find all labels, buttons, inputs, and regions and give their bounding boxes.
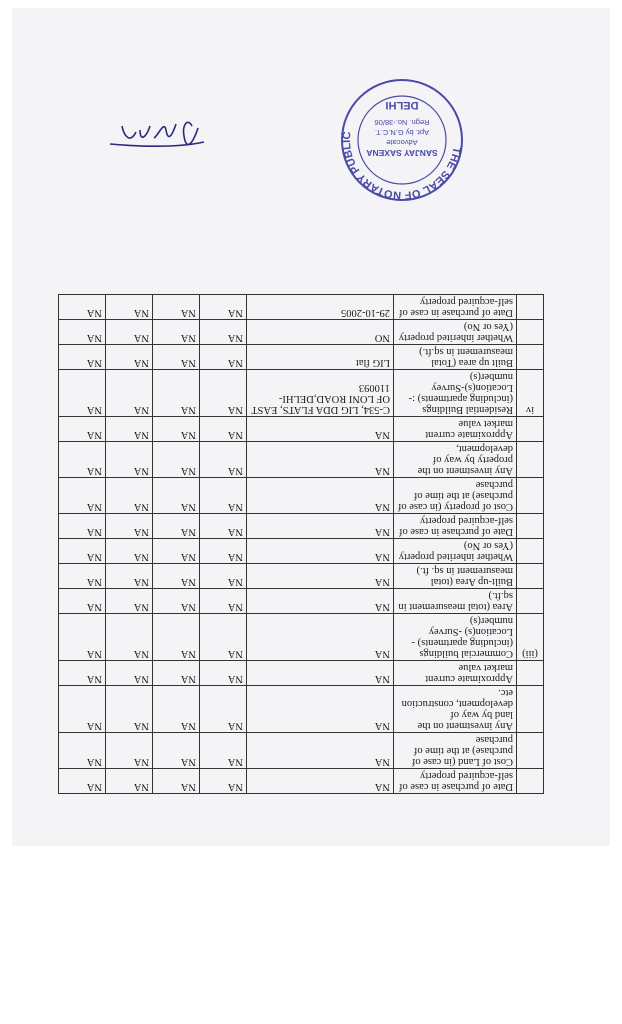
value-cell: NA	[200, 370, 247, 417]
value-cell: NA	[106, 370, 153, 417]
value-cell: NA	[106, 769, 153, 794]
section-number	[517, 769, 544, 794]
value-cell: 29-10-2005	[247, 295, 394, 320]
table-row	[59, 686, 544, 733]
row-label: Residential Buildings (including apartments) :- Location(s)-Survey number(s)	[394, 370, 517, 417]
row-label: Area (total measurement in sq.ft.)	[394, 589, 517, 614]
table-row	[59, 478, 544, 514]
value-cell: NA	[200, 417, 247, 442]
value-cell: NA	[106, 442, 153, 478]
value-cell: NA	[200, 614, 247, 661]
row-label: Cost of Land (in case of purchase) at the time of purchase	[394, 733, 517, 769]
value-cell: NA	[247, 442, 394, 478]
seal-text: THE SEAL OF NOTARY PUBLIC	[340, 131, 463, 202]
value-cell: NA	[59, 564, 106, 589]
table-row	[59, 614, 544, 661]
value-cell: NA	[106, 614, 153, 661]
value-cell: NA	[153, 589, 200, 614]
section-number: (iii)	[517, 614, 544, 661]
row-label: Whether inherited property (Yes or No)	[394, 320, 517, 345]
value-cell: NA	[200, 589, 247, 614]
section-number: iv	[517, 370, 544, 417]
seal-text: Advocate	[386, 138, 418, 147]
table-row	[59, 417, 544, 442]
value-cell: NA	[247, 564, 394, 589]
value-cell: NA	[153, 295, 200, 320]
signature	[106, 106, 206, 156]
value-cell: NA	[59, 442, 106, 478]
value-cell: NA	[106, 417, 153, 442]
seal-text: DELHI	[385, 99, 419, 111]
row-label: Cost of property (in case of purchase) at the time of purchase	[394, 478, 517, 514]
section-number	[517, 417, 544, 442]
table-row	[59, 295, 544, 320]
table-row	[59, 539, 544, 564]
notary-seal	[340, 78, 464, 202]
value-cell: NA	[200, 539, 247, 564]
seal-text: Apt. by G.N.C.T.	[374, 128, 430, 137]
value-cell: NA	[59, 733, 106, 769]
value-cell: NA	[247, 589, 394, 614]
value-cell: NA	[106, 661, 153, 686]
section-number	[517, 733, 544, 769]
value-cell: NA	[59, 539, 106, 564]
table-row	[59, 733, 544, 769]
table-row	[59, 442, 544, 478]
row-label: Approximate current market value	[394, 661, 517, 686]
value-cell: LIG flat	[247, 345, 394, 370]
row-label: Date of purchase in case of self-acquired property	[394, 514, 517, 539]
value-cell: NA	[153, 564, 200, 589]
value-cell: NA	[200, 320, 247, 345]
value-cell: NA	[247, 733, 394, 769]
row-label: Built up area (Total measurement in sq.ft.)	[394, 345, 517, 370]
value-cell: NA	[153, 614, 200, 661]
value-cell: NA	[153, 442, 200, 478]
value-cell: NA	[59, 478, 106, 514]
value-cell: NA	[106, 733, 153, 769]
table-row	[59, 589, 544, 614]
value-cell: NA	[153, 370, 200, 417]
row-label: Date of purchase in case of self-acquired property	[394, 769, 517, 794]
value-cell: NA	[247, 539, 394, 564]
section-number	[517, 661, 544, 686]
value-cell: NA	[200, 295, 247, 320]
section-number	[517, 686, 544, 733]
value-cell: NA	[200, 733, 247, 769]
value-cell: NA	[200, 514, 247, 539]
row-label: Date of purchase in case of self-acquired property	[394, 295, 517, 320]
row-label: Commercial buildings (including apartments) -Location(s) -Survey number(s)	[394, 614, 517, 661]
value-cell: NA	[153, 539, 200, 564]
value-cell: NA	[106, 320, 153, 345]
value-cell: NA	[59, 769, 106, 794]
value-cell: NA	[59, 661, 106, 686]
table-row	[59, 320, 544, 345]
value-cell: NA	[200, 769, 247, 794]
section-number	[517, 539, 544, 564]
value-cell: NA	[106, 686, 153, 733]
value-cell: NA	[200, 442, 247, 478]
section-number	[517, 320, 544, 345]
value-cell: NA	[153, 514, 200, 539]
value-cell: NA	[59, 295, 106, 320]
value-cell: NA	[106, 345, 153, 370]
value-cell: NA	[247, 769, 394, 794]
table-row	[59, 564, 544, 589]
value-cell: NA	[153, 686, 200, 733]
value-cell: NA	[247, 614, 394, 661]
section-number	[517, 564, 544, 589]
value-cell: NA	[59, 370, 106, 417]
value-cell: NA	[200, 564, 247, 589]
value-cell: NA	[59, 589, 106, 614]
value-cell: NA	[106, 589, 153, 614]
section-number	[517, 514, 544, 539]
value-cell: NA	[106, 514, 153, 539]
value-cell: NA	[247, 417, 394, 442]
value-cell: NA	[106, 539, 153, 564]
row-label: Any investment on the property by way of development,	[394, 442, 517, 478]
value-cell: NA	[200, 345, 247, 370]
row-label: Any investment on the land by way of development, construction etc.	[394, 686, 517, 733]
value-cell: NA	[153, 769, 200, 794]
value-cell: NA	[200, 686, 247, 733]
row-label: Whether inherited property (Yes or No)	[394, 539, 517, 564]
value-cell: NA	[59, 514, 106, 539]
row-label: Built-up Area (total measurement in sq. ft.)	[394, 564, 517, 589]
table-row	[59, 661, 544, 686]
value-cell: NA	[153, 417, 200, 442]
value-cell: NO	[247, 320, 394, 345]
value-cell: NA	[59, 417, 106, 442]
table-row	[59, 769, 544, 794]
value-cell: NA	[106, 295, 153, 320]
value-cell: NA	[247, 686, 394, 733]
value-cell: C-534, LIG DDA FLATS, EAST OF LONI ROAD,DELHI-110093	[247, 370, 394, 417]
value-cell: NA	[153, 733, 200, 769]
value-cell: NA	[106, 478, 153, 514]
value-cell: NA	[200, 478, 247, 514]
value-cell: NA	[153, 661, 200, 686]
section-number	[517, 345, 544, 370]
value-cell: NA	[247, 661, 394, 686]
section-number	[517, 295, 544, 320]
value-cell: NA	[106, 564, 153, 589]
value-cell: NA	[200, 661, 247, 686]
value-cell: NA	[153, 320, 200, 345]
value-cell: NA	[59, 320, 106, 345]
seal-text: SANJAY SAXENA	[366, 148, 438, 158]
section-number	[517, 589, 544, 614]
section-number	[517, 442, 544, 478]
value-cell: NA	[153, 478, 200, 514]
section-number	[517, 478, 544, 514]
value-cell: NA	[59, 614, 106, 661]
value-cell: NA	[153, 345, 200, 370]
table-row	[59, 370, 544, 417]
table-row	[59, 345, 544, 370]
value-cell: NA	[59, 345, 106, 370]
table-row	[59, 514, 544, 539]
asset-table	[58, 294, 544, 794]
value-cell: NA	[247, 478, 394, 514]
seal-text: Regn. No.-38/06	[374, 118, 430, 127]
value-cell: NA	[59, 686, 106, 733]
row-label: Approximate current market value	[394, 417, 517, 442]
value-cell: NA	[247, 514, 394, 539]
